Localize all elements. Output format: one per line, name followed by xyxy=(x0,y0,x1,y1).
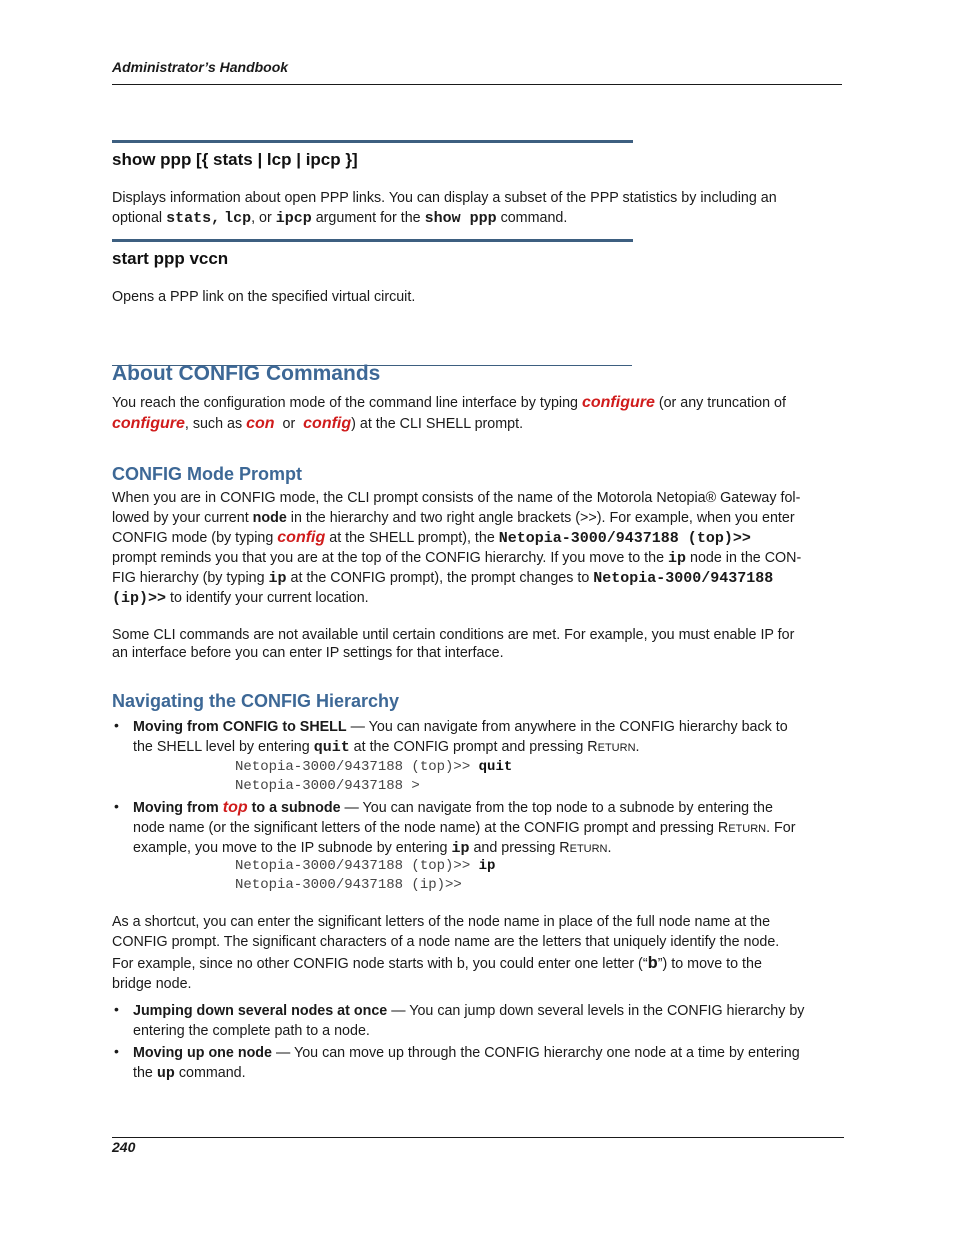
keyword-config: config xyxy=(303,415,352,432)
code-show-ppp: show ppp xyxy=(424,210,497,227)
keyword-con: con xyxy=(246,415,275,432)
text-line xyxy=(112,954,842,974)
text: node in the CON- xyxy=(686,550,802,566)
keyword-configure: configure xyxy=(112,415,185,432)
bullet-marker: • xyxy=(114,798,119,814)
text: ETURN xyxy=(728,823,767,835)
code-example-ip xyxy=(235,857,495,894)
text-line: As a shortcut, you can enter the significant letters of the node name in place of the full node name at the xyxy=(112,914,771,930)
code-line xyxy=(235,857,495,876)
text-line: bridge node. xyxy=(112,976,192,992)
header-rule xyxy=(112,84,842,85)
text: in the hierarchy and two right angle brackets (>>). For example, when you enter xyxy=(286,510,795,526)
cli-conditions-paragraph xyxy=(112,626,842,662)
bullet-marker: • xyxy=(114,717,119,733)
text: the xyxy=(133,1065,157,1081)
code-b: b xyxy=(647,955,658,974)
code-line: Netopia-3000/9437188 (ip)>> xyxy=(235,876,462,893)
text: CONFIG mode (by typing xyxy=(112,530,278,546)
text: . For xyxy=(766,820,796,836)
text-line xyxy=(133,818,843,838)
text: — You can navigate from the top node to a subnode by entering the xyxy=(340,800,773,816)
text: Netopia-3000/9437188 (top)>> xyxy=(235,858,479,874)
text-line xyxy=(133,1001,843,1021)
code-example-quit xyxy=(235,758,512,795)
show-ppp-description xyxy=(112,188,842,228)
about-config-paragraph xyxy=(112,393,842,434)
text: — You can navigate from anywhere in the CONFIG hierarchy back to xyxy=(346,719,788,735)
page-number: 240 xyxy=(112,1139,136,1155)
keyword-config: config xyxy=(277,529,326,546)
keyword-top: top xyxy=(222,799,248,816)
code-line: Netopia-3000/9437188 > xyxy=(235,777,420,794)
text-line xyxy=(112,414,842,434)
code-line xyxy=(235,758,512,777)
bold-text: Moving from CONFIG to SHELL xyxy=(133,719,347,735)
text: command. xyxy=(174,1065,246,1081)
text-line xyxy=(112,588,842,608)
section-heading-about-config: About CONFIG Commands xyxy=(112,362,381,385)
text: For example, since no other CONFIG node starts with b, you could enter one letter (“ xyxy=(112,956,648,972)
code-quit: quit xyxy=(313,739,350,756)
text-line xyxy=(112,393,842,413)
shortcut-paragraph xyxy=(112,912,842,994)
text: lowed by your current xyxy=(112,510,253,526)
text-line xyxy=(133,1063,843,1083)
section-rule xyxy=(112,239,633,242)
list-item-jumping-down xyxy=(133,1001,843,1041)
text: at the CONFIG prompt), the prompt changes to xyxy=(286,570,594,586)
code-up: up xyxy=(156,1065,175,1082)
text-line: Displays information about open PPP links. You can display a subset of the PPP statistics by including an xyxy=(112,190,777,206)
text: ETURN xyxy=(597,742,636,754)
text: node name (or the significant letters of the node name) at the CONFIG prompt and pressing R xyxy=(133,820,729,836)
code-lcp: lcp xyxy=(224,210,252,227)
command-heading-start-ppp: start ppp vccn xyxy=(112,249,229,268)
config-mode-prompt-paragraph xyxy=(112,488,842,608)
text-line xyxy=(112,508,842,528)
code-ip-prompt-part1: Netopia-3000/9437188 xyxy=(593,570,774,587)
text: , or xyxy=(251,210,276,226)
text: (or any truncation of xyxy=(654,395,786,411)
running-header: Administrator’s Handbook xyxy=(112,59,289,75)
text: FIG hierarchy (by typing xyxy=(112,570,269,586)
footer-rule xyxy=(112,1137,844,1138)
text-line xyxy=(112,528,842,548)
text-line xyxy=(133,717,843,737)
subsection-heading-navigating: Navigating the CONFIG Hierarchy xyxy=(112,691,400,711)
text: Netopia-3000/9437188 (top)>> xyxy=(235,759,479,775)
bold-text: quit xyxy=(478,759,513,775)
code-stats: stats, xyxy=(166,210,221,227)
text-line: Some CLI commands are not available until certain conditions are met. For example, you must enable IP for xyxy=(112,627,795,643)
text-line xyxy=(133,798,843,818)
text: command. xyxy=(496,210,568,226)
bullet-marker: • xyxy=(114,1001,119,1017)
text-line xyxy=(133,737,843,757)
text: ”) to move to the xyxy=(657,956,762,972)
text: or xyxy=(274,416,304,432)
text-line: When you are in CONFIG mode, the CLI prompt consists of the name of the Motorola Netopia® Gateway fol- xyxy=(112,490,801,506)
code-ip: ip xyxy=(451,840,470,857)
text: ) at the CLI SHELL prompt. xyxy=(351,416,524,432)
text: at the SHELL prompt), the xyxy=(325,530,499,546)
keyword-configure: configure xyxy=(581,394,655,411)
text: example, you move to the IP subnode by entering xyxy=(133,840,452,856)
text: ETURN xyxy=(569,843,608,855)
text-line: an interface before you can enter IP settings for that interface. xyxy=(112,645,504,661)
text: — You can move up through the CONFIG hierarchy one node at a time by entering xyxy=(271,1045,800,1061)
subsection-heading-config-mode-prompt: CONFIG Mode Prompt xyxy=(112,464,302,484)
bold-text: Moving up one node xyxy=(133,1045,272,1061)
text: . xyxy=(607,840,612,856)
bold-node: node xyxy=(252,510,287,526)
text: at the CONFIG prompt and pressing R xyxy=(349,739,598,755)
command-heading-show-ppp: show ppp [{ stats | lcp | ipcp }] xyxy=(112,150,358,169)
bold-text: Jumping down several nodes at once xyxy=(133,1003,388,1019)
list-item-config-to-shell xyxy=(133,717,843,757)
text-line: entering the complete path to a node. xyxy=(133,1023,370,1039)
text-line xyxy=(112,208,842,228)
text-line: CONFIG prompt. The significant characters of a node name are the letters that uniquely identify the node. xyxy=(112,934,780,950)
text: , such as xyxy=(184,416,247,432)
text: to identify your current location. xyxy=(166,590,369,606)
text: — You can jump down several levels in the CONFIG hierarchy by xyxy=(387,1003,805,1019)
text: . xyxy=(635,739,640,755)
text-line xyxy=(133,838,843,858)
text-line xyxy=(112,568,842,588)
code-ip: ip xyxy=(268,570,287,587)
text: You reach the configuration mode of the command line interface by typing xyxy=(112,395,582,411)
text: the SHELL level by entering xyxy=(133,739,314,755)
section-rule xyxy=(112,140,633,143)
bold-text: to a subnode xyxy=(247,800,341,816)
code-ipcp: ipcp xyxy=(275,210,312,227)
text: and pressing R xyxy=(469,840,570,856)
text: optional xyxy=(112,210,167,226)
bold-text: ip xyxy=(478,858,496,874)
code-ip: ip xyxy=(668,550,687,567)
start-ppp-description: Opens a PPP link on the specified virtual circuit. xyxy=(112,289,416,305)
code-ip-prompt-part2: (ip)>> xyxy=(112,590,167,607)
text-line xyxy=(133,1043,843,1063)
text: argument for the xyxy=(311,210,425,226)
bold-text: Moving from xyxy=(133,800,223,816)
list-item-top-to-subnode xyxy=(133,798,843,858)
code-top-prompt: Netopia-3000/9437188 (top)>> xyxy=(498,530,751,547)
text-line xyxy=(112,548,842,568)
list-item-moving-up xyxy=(133,1043,843,1083)
bullet-marker: • xyxy=(114,1043,119,1059)
text: prompt reminds you that you are at the top of the CONFIG hierarchy. If you move to the xyxy=(112,550,668,566)
